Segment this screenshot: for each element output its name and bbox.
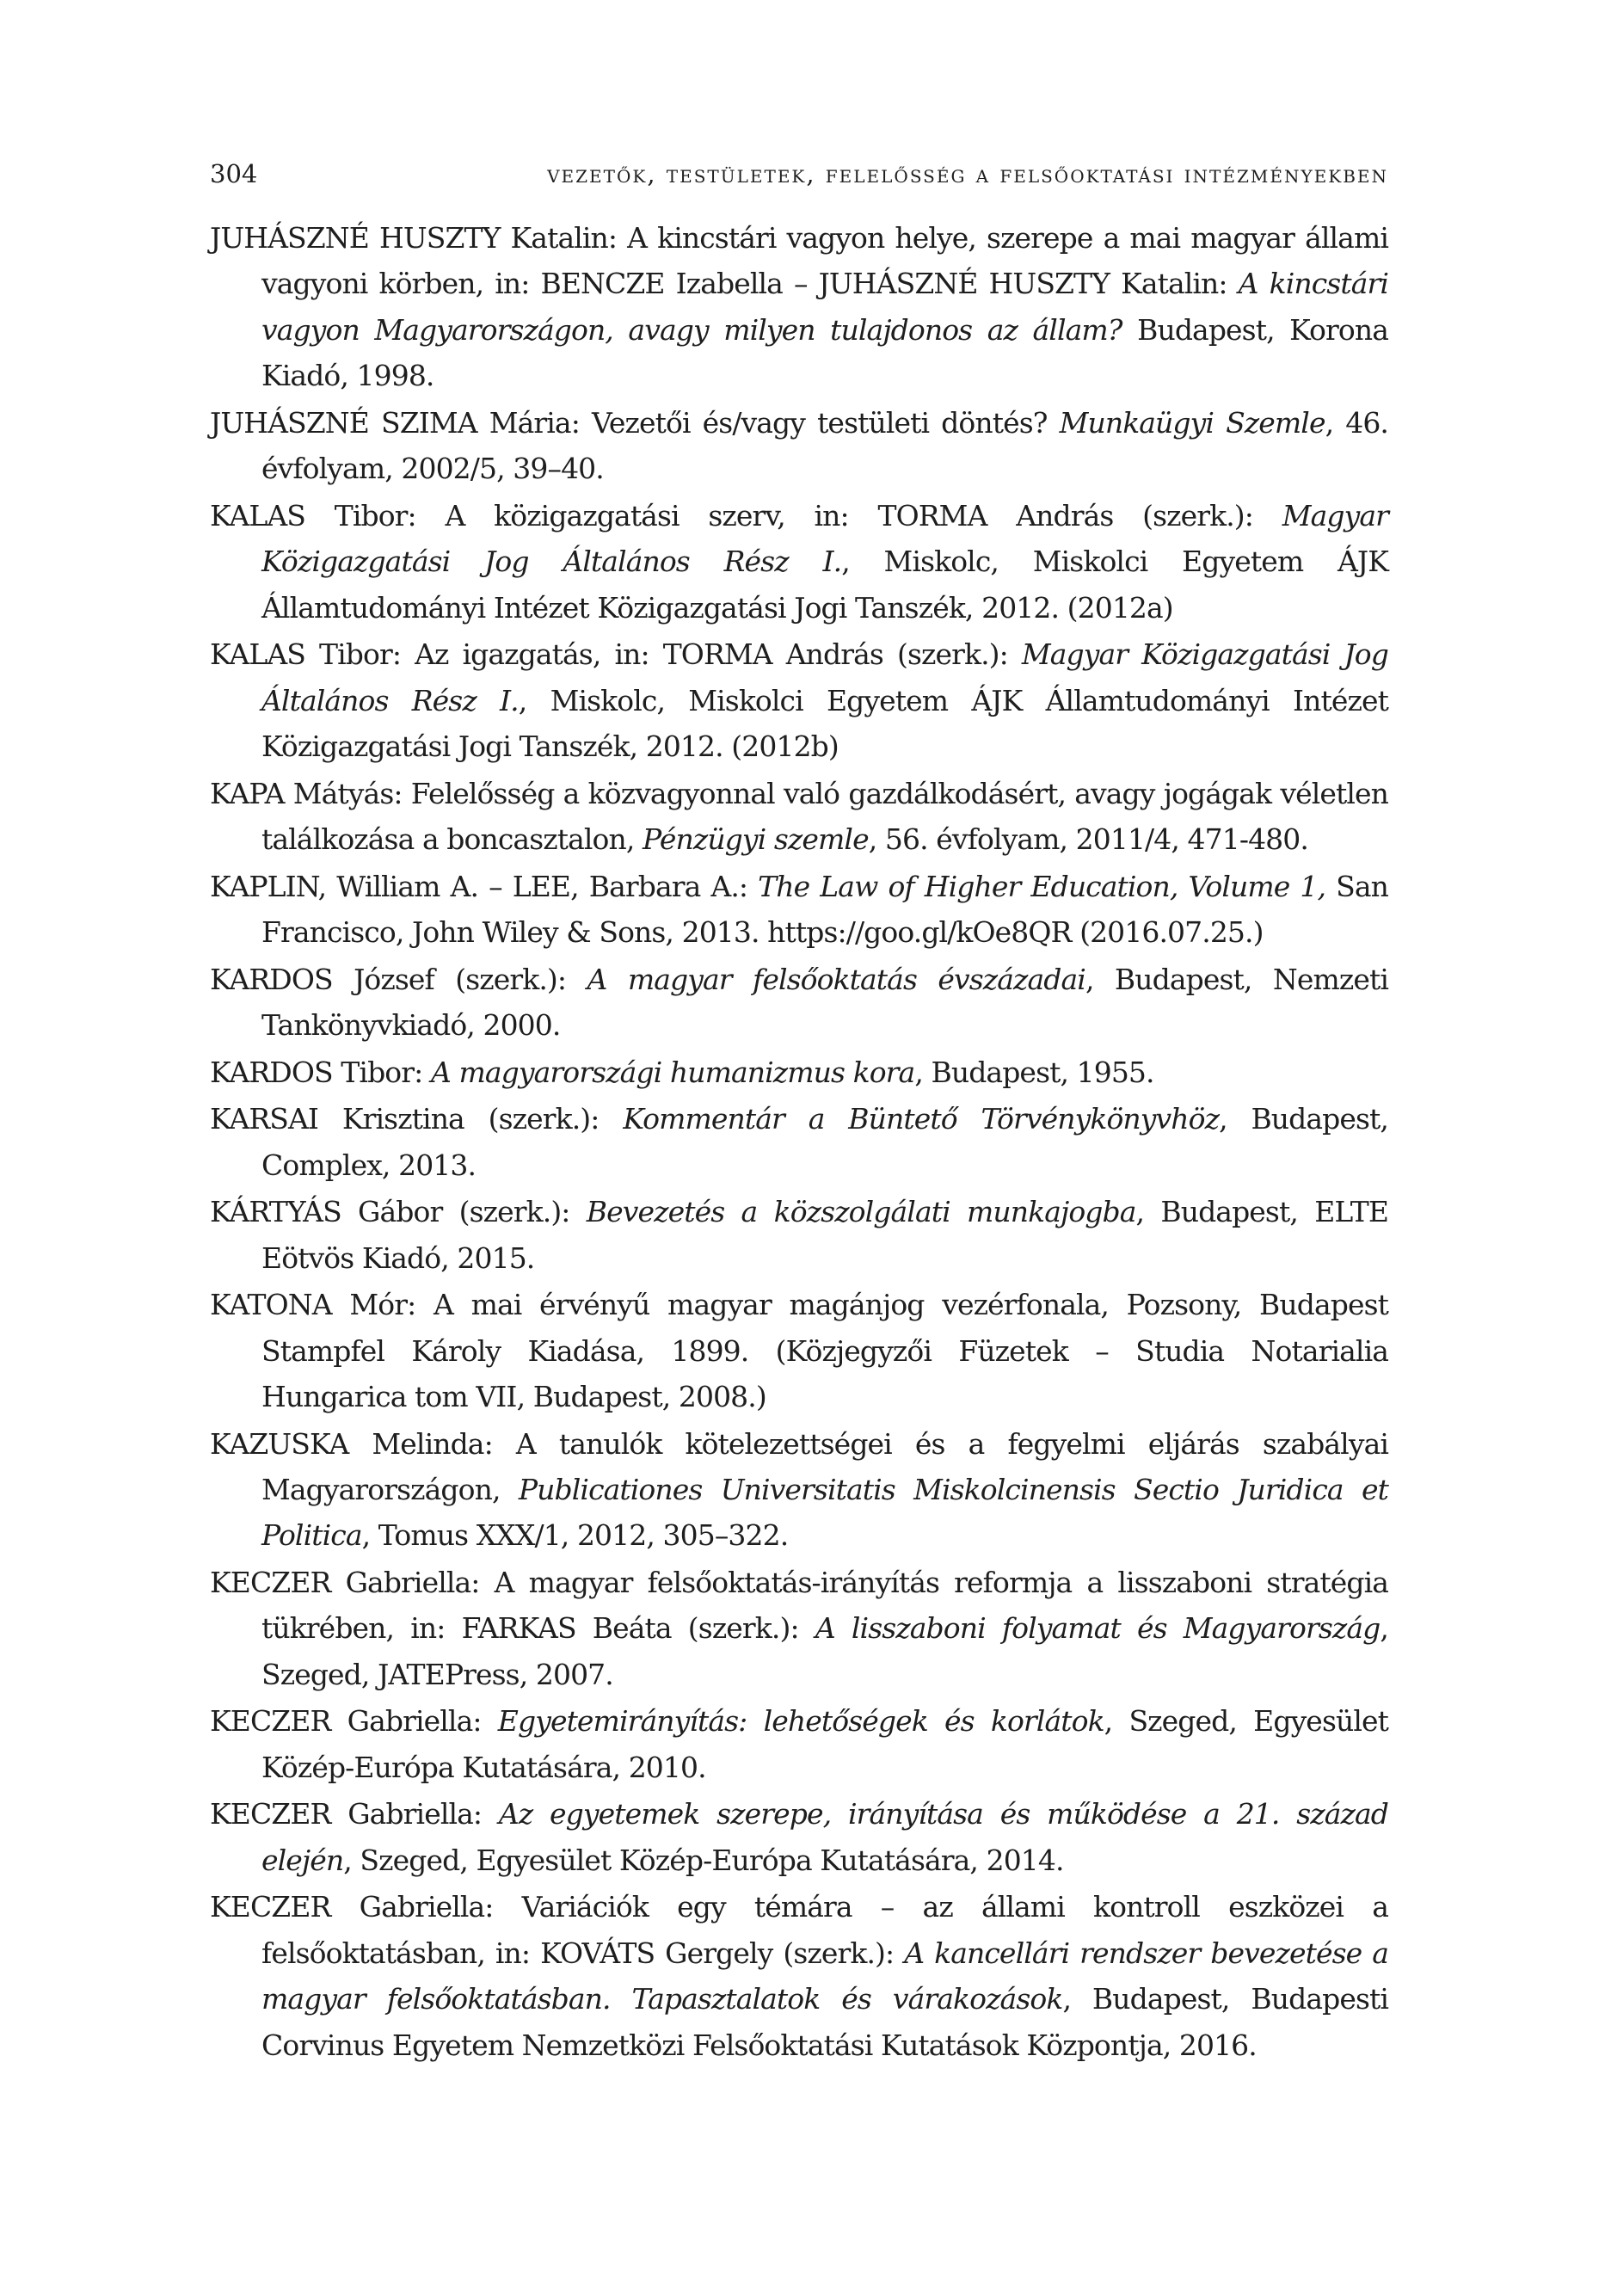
entry-text-tail: , Miskolc, Miskolci Egyetem ÁJK Államtudományi Intézet Közigazgatási Jogi Tanszék, 2012. (2012b)	[261, 683, 1389, 764]
entry-text: KECZER Gabriella: Variációk egy témára – az állami kontroll eszközei a felsőoktatásban, in: KOVÁTS Gergely (szerk.):	[210, 1890, 1388, 1970]
bibliography-entry	[210, 1282, 1388, 1419]
entry-text: KATONA Mór: A mai érvényű magyar magánjog vezérfonala, Pozsony, Budapest Stampfel Károly Kiadása, 1899. (Közjegyzői Füzetek – Studia Notarialia Hungarica tom VII, Budapest, 2008.)	[210, 1288, 1388, 1414]
entry-text-tail: , Szeged, Egyesület Közép-Európa Kutatására, 2014.	[343, 1843, 1064, 1877]
entry-title-italic: Magyar Közigazgatási Jog Általános Rész I.	[261, 498, 1388, 579]
bibliography-list	[210, 215, 1388, 2069]
entry-text: KECZER Gabriella:	[210, 1797, 499, 1831]
bibliography-entry	[210, 957, 1388, 1049]
entry-text-tail: , Szeged, JATEPress, 2007.	[261, 1611, 1388, 1691]
bibliography-entry	[210, 1050, 1388, 1095]
entry-text: KAZUSKA Melinda: A tanulók kötelezettségei és a fegyelmi eljárás szabályai Magyarországon,	[210, 1426, 1388, 1507]
entry-text-tail: , Budapest, Budapesti Corvinus Egyetem Nemzetközi Felsőoktatási Kutatások Központja, 2016.	[261, 1982, 1388, 2062]
entry-text: KALAS Tibor: A közigazgatási szerv, in: TORMA András (szerk.):	[210, 498, 1282, 532]
entry-text: KARDOS Tibor:	[210, 1055, 431, 1089]
entry-text: KALAS Tibor: Az igazgatás, in: TORMA András (szerk.):	[210, 637, 1022, 672]
entry-title-italic: A kincstári vagyon Magyarországon, avagy milyen tulajdonos az állam?	[261, 267, 1388, 347]
entry-title-italic: Pénzügyi szemle	[643, 822, 869, 857]
entry-text: JUHÁSZNÉ SZIMA Mária: Vezetői és/vagy testületi döntés?	[210, 405, 1060, 440]
bibliography-entry	[210, 1884, 1388, 2068]
bibliography-entry	[210, 1096, 1388, 1188]
entry-title-italic: Magyar Közigazgatási Jog Általános Rész I.	[261, 637, 1389, 717]
entry-title-italic: Egyetemirányítás: lehetőségek és korlátok	[497, 1704, 1104, 1739]
entry-text: KARSAI Krisztina (szerk.):	[210, 1102, 624, 1136]
bibliography-entry	[210, 631, 1388, 769]
bibliography-entry	[210, 771, 1388, 863]
entry-title-italic: Kommentár a Büntető Törvénykönyvhöz	[623, 1102, 1220, 1136]
bibliography-entry	[210, 400, 1388, 492]
running-header	[210, 157, 1388, 191]
entry-title-italic: The Law of Higher Education, Volume 1,	[758, 869, 1326, 903]
entry-title-italic: A lisszaboni folyamat és Magyarország	[815, 1611, 1381, 1646]
entry-text-tail: , 56. évfolyam, 2011/4, 471-480.	[868, 822, 1308, 857]
entry-text: KECZER Gabriella:	[210, 1704, 498, 1739]
entry-text-tail: , Budapest, Nemzeti Tankönyvkiadó, 2000.	[261, 962, 1388, 1043]
bibliography-entry	[210, 493, 1388, 631]
bibliography-entry	[210, 1189, 1388, 1281]
entry-text-tail: , 46. évfolyam, 2002/5, 39–40.	[261, 405, 1389, 486]
bibliography-entry	[210, 1421, 1388, 1559]
entry-title-italic: Az egyetemek szerepe, irányítása és működése a 21. század elején	[261, 1797, 1388, 1877]
entry-title-italic: Bevezetés a közszolgálati munkajogba	[586, 1195, 1136, 1229]
entry-title-italic: Publicationes Universitatis Miskolcinensis Sectio Juridica et Politica	[261, 1473, 1388, 1553]
entry-text-tail: , Budapest, Complex, 2013.	[261, 1102, 1388, 1182]
entry-text: KAPLIN, William A. – LEE, Barbara A.:	[210, 869, 759, 903]
entry-text-tail: , Budapest, 1955.	[914, 1055, 1154, 1089]
entry-text-tail: , Budapest, ELTE Eötvös Kiadó, 2015.	[261, 1195, 1389, 1275]
bibliography-entry	[210, 1560, 1388, 1697]
entry-title-italic: A magyarországi humanizmus kora	[430, 1055, 915, 1089]
bibliography-entry	[210, 1698, 1388, 1790]
entry-text: KARDOS József (szerk.):	[210, 962, 587, 996]
entry-title-italic: A magyar felsőoktatás évszázadai	[587, 962, 1085, 996]
entry-text-tail: Budapest, Korona Kiadó, 1998.	[261, 312, 1388, 393]
entry-text: KECZER Gabriella: A magyar felsőoktatás-irányítás reformja a lisszaboni stratégia tükrében, in: FARKAS Beáta (szerk.):	[210, 1566, 1388, 1646]
bibliography-entry	[210, 864, 1388, 956]
entry-text-tail: , Tomus XXX/1, 2012, 305–322.	[361, 1518, 789, 1553]
entry-text-tail: San Francisco, John Wiley & Sons, 2013. https://goo.gl/kOe8QR (2016.07.25.)	[261, 869, 1388, 950]
entry-text: KAPA Mátyás: Felelősség a közvagyonnal való gazdálkodásért, avagy jogágak véletlen találkozása a boncasztalon,	[210, 776, 1388, 857]
entry-text-tail: , Miskolc, Miskolci Egyetem ÁJK Államtudományi Intézet Közigazgatási Jogi Tanszék, 2012. (2012a)	[261, 545, 1389, 625]
entry-title-italic: Munkaügyi Szemle	[1059, 405, 1325, 440]
entry-text: JUHÁSZNÉ HUSZTY Katalin: A kincstári vagyon helye, szerepe a mai magyar állami vagyoni körben, in: BENCZE Izabella – JUHÁSZNÉ HUSZTY Katalin:	[210, 221, 1388, 301]
entry-text: KÁRTYÁS Gábor (szerk.):	[210, 1195, 587, 1229]
bibliography-entry	[210, 1791, 1388, 1883]
bibliography-entry	[210, 215, 1388, 399]
page-number: 304	[210, 159, 258, 188]
running-title: vezetők, testületek, felelősség a felsőoktatási intézményekben	[547, 159, 1388, 188]
entry-title-italic: A kancellári rendszer bevezetése a magyar felsőoktatásban. Tapasztalatok és várakozások	[261, 1936, 1388, 2016]
entry-text-tail: , Szeged, Egyesület Közép-Európa Kutatására, 2010.	[261, 1704, 1388, 1784]
